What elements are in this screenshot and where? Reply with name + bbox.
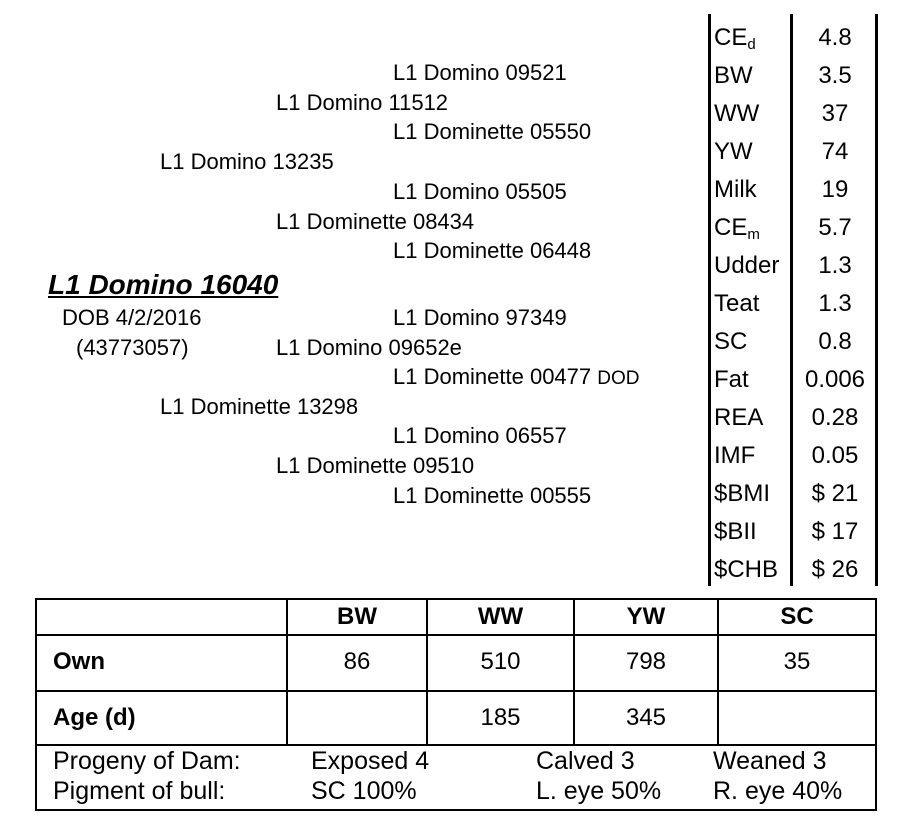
epd-label-imf: IMF xyxy=(714,442,756,469)
epd-value-bii: $ 17 xyxy=(811,518,859,545)
sire: L1 Domino 13235 xyxy=(160,149,334,174)
sire-sire-dam: L1 Dominette 05550 xyxy=(393,119,592,144)
dam-sire-sire: L1 Domino 97349 xyxy=(393,305,567,330)
pigment-sc: SC 100% xyxy=(311,777,417,805)
progeny-label: Progeny of Dam: xyxy=(53,747,241,775)
epd-value-bw: 3.5 xyxy=(818,62,852,89)
epd-value-ww: 37 xyxy=(821,100,849,127)
animal-dob: DOB 4/2/2016 xyxy=(62,305,202,330)
age-ww: 185 xyxy=(480,704,521,731)
dam-sire: L1 Domino 09652e xyxy=(276,335,462,360)
own-sc: 35 xyxy=(783,648,811,675)
epd-value-ced: 4.8 xyxy=(818,24,852,51)
pigment-right-eye: R. eye 40% xyxy=(713,777,843,805)
epd-value-bmi: $ 21 xyxy=(811,480,859,507)
epd-label-fat: Fat xyxy=(714,366,749,393)
dam-sire-dam-name: L1 Dominette 00477 xyxy=(393,364,592,389)
header-sc: SC xyxy=(780,603,814,630)
epd-label-yw: YW xyxy=(714,138,753,165)
pigment-label: Pigment of bull: xyxy=(53,777,226,805)
epd-value-cem: 5.7 xyxy=(818,214,852,241)
epd-label-udder: Udder xyxy=(714,252,780,279)
epd-value-teat: 1.3 xyxy=(818,290,852,317)
dam-dam-dam: L1 Dominette 00555 xyxy=(393,483,592,508)
sire-sire-sire: L1 Domino 09521 xyxy=(393,60,567,85)
pigment-left-eye: L. eye 50% xyxy=(536,777,662,805)
dam-sire-dam xyxy=(393,364,640,392)
age-yw: 345 xyxy=(625,704,667,731)
dam-dam: L1 Dominette 09510 xyxy=(276,453,475,478)
dam-sire-dam-note: DOD xyxy=(597,368,640,389)
epd-value-sc: 0.8 xyxy=(818,328,852,355)
sire-sire: L1 Domino 11512 xyxy=(276,90,449,115)
epd-label-teat: Teat xyxy=(714,290,760,317)
epd-label-rea: REA xyxy=(714,404,764,431)
epd-label-cem: $CE_m$ xyxy=(714,214,760,243)
own-bw: 86 xyxy=(343,648,371,675)
performance-table xyxy=(35,598,877,811)
own-yw: 798 xyxy=(625,648,667,675)
progeny-calved: Calved 3 xyxy=(536,747,635,775)
epd-right-border xyxy=(875,14,878,586)
own-ww: 510 xyxy=(480,648,521,675)
animal-registration: (43773057) xyxy=(76,335,189,360)
progeny-weaned: Weaned 3 xyxy=(713,747,827,775)
epd-label-ced: $CE_d$ xyxy=(714,24,756,53)
epd-value-fat: 0.006 xyxy=(804,366,866,393)
epd-value-udder: 1.3 xyxy=(818,252,852,279)
sire-dam-dam: L1 Dominette 06448 xyxy=(393,238,592,263)
header-bw: BW xyxy=(337,603,377,630)
header-ww: WW xyxy=(477,603,524,630)
sire-dam: L1 Dominette 08434 xyxy=(276,209,475,234)
epd-value-yw: 74 xyxy=(821,138,849,165)
epd-value-milk: 19 xyxy=(821,176,849,203)
animal-name: L1 Domino 16040 xyxy=(48,269,279,300)
row-label-age: Age (d) xyxy=(53,704,136,731)
sire-dam-sire: L1 Domino 05505 xyxy=(393,179,567,204)
dam-dam-sire: L1 Domino 06557 xyxy=(393,423,567,448)
epd-label-ww: WW xyxy=(714,100,760,127)
epd-label-chb: $CHB xyxy=(714,556,779,583)
header-yw: YW xyxy=(626,603,666,630)
progeny-exposed: Exposed 4 xyxy=(311,747,430,775)
epd-value-rea: 0.28 xyxy=(811,404,859,431)
dam: L1 Dominette 13298 xyxy=(160,394,359,419)
epd-label-milk: Milk xyxy=(714,176,757,203)
epd-label-bmi: $BMI xyxy=(714,480,771,507)
table-rule xyxy=(37,634,875,636)
epd-left-border xyxy=(708,14,711,586)
row-label-own: Own xyxy=(53,648,105,675)
table-rule xyxy=(37,690,875,692)
epd-label-bw: BW xyxy=(714,62,753,89)
epd-value-chb: $ 26 xyxy=(811,556,859,583)
epd-value-imf: 0.05 xyxy=(811,442,859,469)
epd-label-sc: SC xyxy=(714,328,748,355)
epd-label-bii: $BII xyxy=(714,518,757,545)
